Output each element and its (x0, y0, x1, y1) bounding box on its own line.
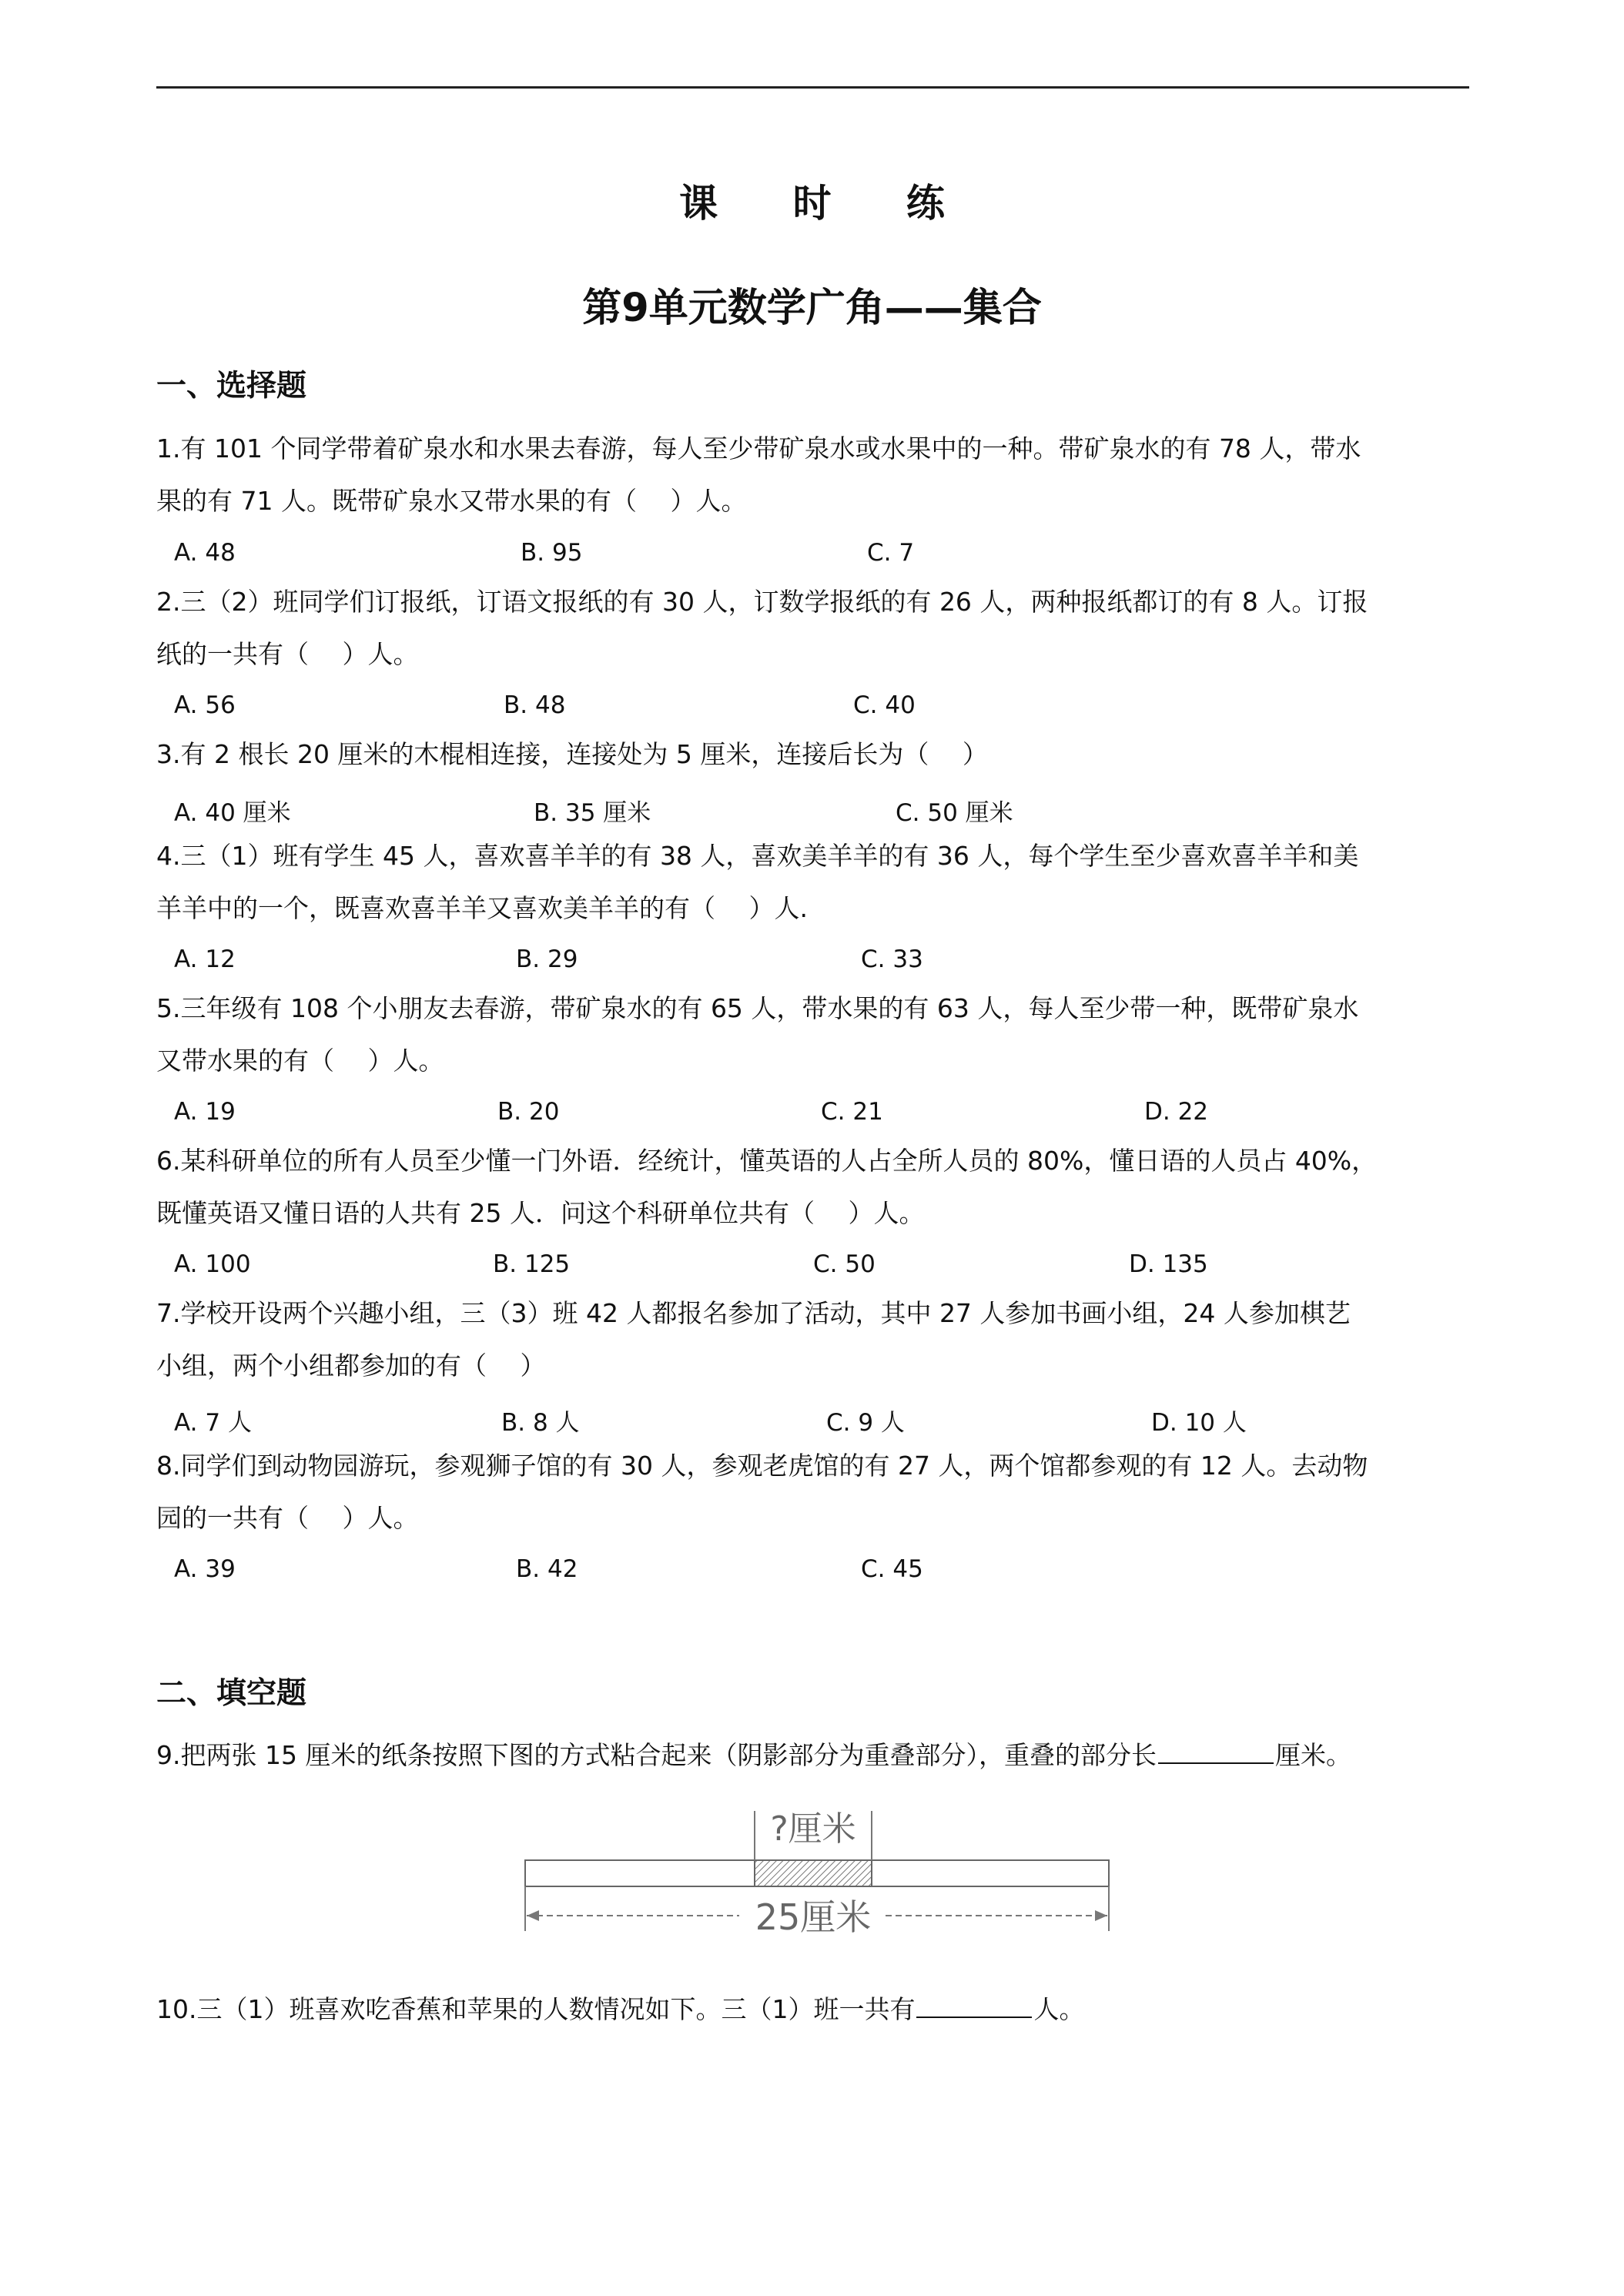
section-heading-choice: 一、选择题 (156, 369, 307, 403)
option-b[interactable]: B. 42 (516, 1555, 578, 1583)
question-5 (156, 982, 1469, 1087)
question-line: 8.同学们到动物园游玩，参观狮子馆的有 30 人，参观老虎馆的有 27 人，两个馆都参观的有 12 人。去动物 (156, 1451, 1368, 1481)
question-9 (156, 1729, 1469, 1782)
question-6 (156, 1135, 1469, 1240)
question-10 (156, 1983, 1469, 2036)
question-line: 羊羊中的一个，既喜欢喜羊羊又喜欢美羊羊的有（ ）人. (156, 893, 808, 923)
question-line: 4.三（1）班有学生 45 人，喜欢喜羊羊的有 38 人，喜欢美羊羊的有 36 人，每个学生至少喜欢喜羊羊和美 (156, 841, 1359, 871)
page-subtitle: 第9单元数学广角——集合 (582, 286, 1042, 331)
question-2 (156, 576, 1469, 681)
question-1 (156, 423, 1469, 527)
question-4 (156, 830, 1469, 935)
section-heading-fill: 二、填空题 (156, 1676, 307, 1711)
question-8 (156, 1440, 1469, 1545)
question-line (156, 1729, 1469, 1782)
option-d[interactable]: D. 10 人 (1151, 1409, 1247, 1437)
option-c[interactable]: C. 21 (821, 1098, 883, 1126)
option-a[interactable]: A. 48 (174, 539, 236, 567)
option-c[interactable]: C. 33 (861, 946, 923, 973)
arrowhead-right (1095, 1910, 1107, 1921)
paper-strip-diagram (516, 1794, 1117, 1940)
option-b[interactable]: B. 48 (504, 691, 566, 719)
arrowhead-left (527, 1910, 539, 1921)
question-line: 小组，两个小组都参加的有（ ） (156, 1350, 546, 1381)
question-9-unit: 厘米。 (1274, 1740, 1351, 1770)
question-line: 果的有 71 人。既带矿泉水又带水果的有（ ）人。 (156, 486, 747, 516)
option-c[interactable]: C. 50 (813, 1250, 876, 1278)
question-line: 5.三年级有 108 个小朋友去春游，带矿泉水的有 65 人，带水果的有 63 人，每人至少带一种，既带矿泉水 (156, 993, 1359, 1023)
option-a[interactable]: A. 19 (174, 1098, 236, 1126)
option-b[interactable]: B. 125 (493, 1250, 571, 1278)
question-line (156, 1983, 1469, 2036)
overlap-length-label: ?厘米 (770, 1809, 856, 1849)
question-line: 纸的一共有（ ）人。 (156, 639, 419, 669)
option-a[interactable]: A. 12 (174, 946, 236, 973)
option-d[interactable]: D. 135 (1129, 1250, 1208, 1278)
option-b[interactable]: B. 95 (521, 539, 583, 567)
question-line: 1.有 101 个同学带着矿泉水和水果去春游，每人至少带矿泉水或水果中的一种。带矿泉水的有 78 人，带水 (156, 433, 1361, 464)
option-b[interactable]: B. 8 人 (501, 1409, 580, 1437)
question-10-unit: 人。 (1033, 1994, 1085, 2024)
option-b[interactable]: B. 35 厘米 (534, 799, 651, 827)
answer-blank[interactable] (916, 1990, 1032, 2018)
option-a[interactable]: A. 40 厘米 (174, 799, 291, 827)
option-c[interactable]: C. 9 人 (826, 1409, 905, 1437)
option-c[interactable]: C. 40 (853, 691, 916, 719)
answer-blank[interactable] (1158, 1736, 1274, 1764)
option-a[interactable]: A. 7 人 (174, 1409, 252, 1437)
option-b[interactable]: B. 29 (516, 946, 578, 973)
question-line: 既懂英语又懂日语的人共有 25 人．问这个科研单位共有（ ）人。 (156, 1198, 925, 1228)
option-b[interactable]: B. 20 (497, 1098, 560, 1126)
question-9-text: 9.把两张 15 厘米的纸条按照下图的方式粘合起来（阴影部分为重叠部分），重叠的部分长 (156, 1740, 1157, 1770)
question-line: 3.有 2 根长 20 厘米的木棍相连接，连接处为 5 厘米，连接后长为（ ） (156, 739, 988, 769)
option-c[interactable]: C. 50 厘米 (896, 799, 1013, 827)
question-line: 6.某科研单位的所有人员至少懂一门外语．经统计，懂英语的人占全所人员的 80%，懂日语的人员占 40%， (156, 1146, 1378, 1176)
question-line: 7.学校开设两个兴趣小组，三（3）班 42 人都报名参加了活动，其中 27 人参加书画小组，24 人参加棋艺 (156, 1298, 1351, 1328)
page-title: 课 时 练 (679, 181, 976, 226)
question-10-text: 10.三（1）班喜欢吃香蕉和苹果的人数情况如下。三（1）班一共有 (156, 1994, 916, 2024)
total-length-label: 25厘米 (755, 1896, 872, 1938)
option-a[interactable]: A. 100 (174, 1250, 251, 1278)
question-line: 又带水果的有（ ）人。 (156, 1046, 444, 1076)
option-a[interactable]: A. 39 (174, 1555, 236, 1583)
question-7 (156, 1287, 1469, 1392)
question-line: 园的一共有（ ）人。 (156, 1503, 419, 1533)
option-a[interactable]: A. 56 (174, 691, 236, 719)
question-line: 2.三（2）班同学们订报纸，订语文报纸的有 30 人，订数学报纸的有 26 人，两种报纸都订的有 8 人。订报 (156, 587, 1368, 617)
option-c[interactable]: C. 45 (861, 1555, 923, 1583)
question-3 (156, 728, 1469, 781)
overlap-shaded (755, 1860, 872, 1886)
option-d[interactable]: D. 22 (1144, 1098, 1209, 1126)
option-c[interactable]: C. 7 (867, 539, 915, 567)
header-rule (156, 86, 1469, 89)
